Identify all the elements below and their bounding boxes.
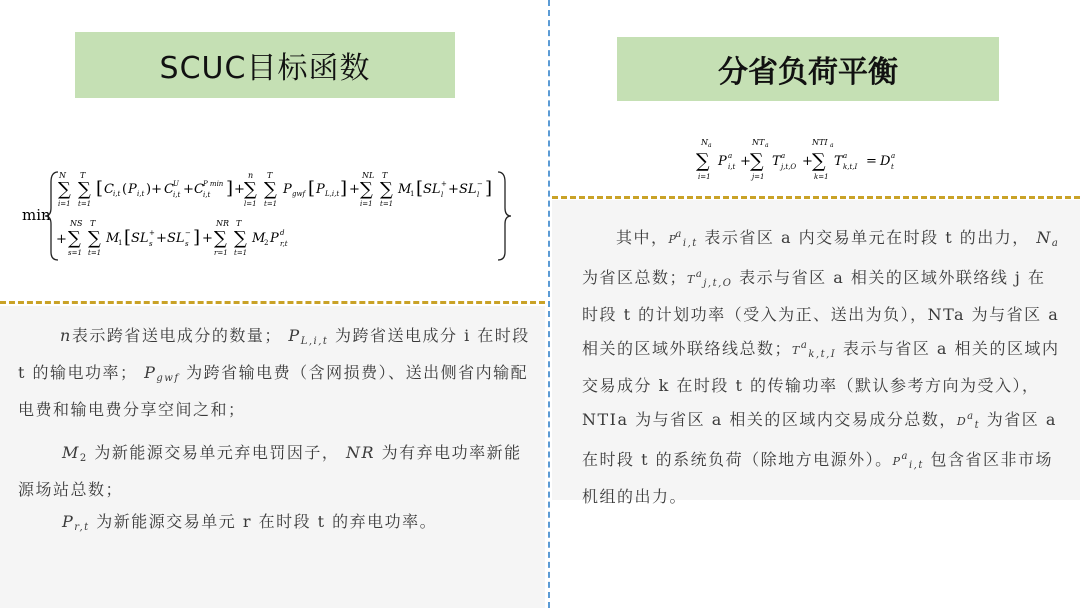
- svg-text:N: N: [701, 138, 708, 147]
- svg-text:i=1: i=1: [698, 173, 711, 181]
- scuc-objective-formula: [18, 160, 538, 270]
- svg-text:t=1: t=1: [88, 249, 102, 257]
- svg-text:s: s: [185, 240, 189, 248]
- svg-text:t=1: t=1: [264, 200, 278, 208]
- svg-text:M: M: [106, 231, 120, 246]
- svg-text:∑: ∑: [264, 179, 277, 200]
- svg-text:∑: ∑: [696, 150, 710, 172]
- right-horizontal-divider: [552, 196, 1080, 199]
- svg-text:∑: ∑: [360, 179, 373, 200]
- svg-text:i=1: i=1: [360, 200, 373, 208]
- svg-text:]: ]: [485, 178, 493, 199]
- min-label: min: [22, 206, 51, 224]
- svg-text:NL: NL: [362, 171, 375, 180]
- svg-text:a: a: [728, 152, 733, 160]
- svg-text:a: a: [765, 142, 769, 149]
- svg-text:2: 2: [264, 239, 269, 247]
- svg-text:i,t: i,t: [728, 163, 736, 171]
- var-nr: NR: [345, 443, 376, 462]
- svg-text:a: a: [891, 152, 896, 160]
- svg-text:i=1: i=1: [58, 200, 71, 208]
- svg-text:+: +: [156, 231, 167, 246]
- svg-text:s=1: s=1: [68, 249, 82, 257]
- right-section-title: 分省负荷平衡: [617, 37, 999, 101]
- svg-text:D: D: [880, 154, 891, 169]
- svg-text:gwf: gwf: [292, 190, 306, 198]
- svg-text:t: t: [891, 163, 894, 171]
- svg-text:[: [: [416, 178, 424, 199]
- vertical-divider: [548, 0, 550, 608]
- svg-text:i,t: i,t: [203, 191, 211, 199]
- svg-text:∑: ∑: [750, 150, 764, 172]
- svg-text:P: P: [316, 182, 325, 197]
- svg-text:SL: SL: [131, 231, 149, 246]
- svg-text:r=1: r=1: [214, 249, 228, 257]
- svg-text:)+: )+: [146, 182, 162, 197]
- svg-text:t=1: t=1: [78, 200, 92, 208]
- svg-text:(: (: [122, 182, 128, 197]
- svg-text:j,t,O: j,t,O: [781, 163, 797, 171]
- svg-text:[: [: [124, 227, 132, 248]
- svg-text:NT: NT: [752, 138, 765, 147]
- svg-text:a: a: [830, 142, 834, 149]
- svg-text:∑: ∑: [88, 228, 101, 249]
- svg-text:]: ]: [193, 227, 201, 248]
- svg-text:d: d: [280, 229, 285, 237]
- svg-text:−: −: [477, 180, 483, 188]
- svg-text:i,t: i,t: [137, 190, 145, 198]
- svg-text:T: T: [382, 171, 388, 180]
- svg-text:i,t: i,t: [173, 191, 181, 199]
- svg-text:s: s: [149, 240, 153, 248]
- svg-text:=: =: [866, 154, 877, 169]
- svg-text:T: T: [267, 171, 273, 180]
- svg-text:1: 1: [118, 239, 123, 247]
- svg-text:+: +: [441, 180, 447, 188]
- left-para-3: $P_{r,t}$ 为新能源交易单元 r 在时段 t 的弃电功率。: [62, 512, 438, 533]
- svg-text:∑: ∑: [234, 228, 247, 249]
- svg-text:U: U: [173, 180, 179, 188]
- left-section-title: SCUC目标函数: [75, 32, 455, 98]
- svg-text:M: M: [398, 182, 412, 197]
- left-horizontal-divider: [0, 301, 545, 304]
- svg-text:n: n: [248, 171, 254, 180]
- svg-text:P: P: [283, 182, 292, 197]
- right-para: 其中，$P^a_{i,t}$ 表示省区 a 内交易单元在时段 t 的出力， $N_a$ 为省区总数；$T^a_{j,t,O}$ 表示与省区 a 相关的区域外联络线 j 在时段 t 的计划功率（受入为正、送出为负），NTa 为与省区 a 相关的区域外联络线总数；$T^a_{k,t,I}$ 表示与省区 a 相关的区域内交易成分 k 在时段 t 的传输功率（默认参考方向为受入），NTIa 为与省区 a 相关的区域内交易成分总数，$D^a_t$ 为省区 a 在时段 t 的系统负荷（除地方电源外）。$P^a_{i,t}$ 包含省区非市场机组的出力。: [582, 228, 1060, 506]
- svg-text:l=1: l=1: [244, 200, 257, 208]
- svg-text:+: +: [448, 182, 459, 197]
- svg-text:]: ]: [226, 178, 234, 199]
- svg-text:SL: SL: [423, 182, 441, 197]
- svg-text:a: a: [781, 152, 786, 160]
- province-balance-formula: [690, 135, 920, 190]
- svg-text:[: [: [308, 178, 316, 199]
- svg-text:+: +: [349, 182, 360, 197]
- svg-text:M: M: [252, 231, 266, 246]
- svg-text:l: l: [477, 191, 480, 199]
- var-p-gwf: P: [144, 363, 157, 382]
- svg-text:j=1: j=1: [752, 173, 765, 181]
- svg-text:∑: ∑: [68, 228, 81, 249]
- left-para-2: $M_2$ 为新能源交易单元弃电罚因子， NR 为有弃电功率新能源场站总数；: [18, 443, 522, 499]
- svg-text:a: a: [708, 142, 712, 149]
- svg-text:+: +: [740, 154, 751, 169]
- svg-text:L,i,t: L,i,t: [325, 190, 340, 198]
- svg-text:NS: NS: [70, 219, 83, 228]
- svg-text:∑: ∑: [78, 179, 91, 200]
- svg-text:C: C: [104, 182, 114, 197]
- svg-text:k=1: k=1: [814, 173, 829, 181]
- var-n: n: [60, 326, 72, 345]
- svg-text:T: T: [772, 154, 781, 169]
- var-p-rt-d: P: [62, 512, 75, 531]
- svg-text:i,t: i,t: [113, 190, 121, 198]
- svg-text:−: −: [185, 229, 191, 237]
- svg-text:P min: P min: [203, 180, 224, 188]
- svg-text:P: P: [128, 182, 137, 197]
- svg-text:∑: ∑: [58, 179, 71, 200]
- svg-text:+: +: [802, 154, 813, 169]
- svg-text:+: +: [234, 182, 245, 197]
- svg-text:P: P: [718, 154, 727, 169]
- svg-text:+: +: [202, 231, 213, 246]
- svg-text:l: l: [441, 191, 444, 199]
- svg-text:1: 1: [410, 190, 415, 198]
- svg-text:k,t,I: k,t,I: [843, 163, 858, 171]
- svg-text:C: C: [164, 182, 174, 197]
- svg-text:SL: SL: [167, 231, 185, 246]
- svg-text:∑: ∑: [812, 150, 826, 172]
- svg-text:P: P: [270, 231, 279, 246]
- svg-text:T: T: [80, 171, 86, 180]
- var-p-lit: P: [288, 326, 301, 345]
- svg-text:SL: SL: [459, 182, 477, 197]
- svg-text:a: a: [843, 152, 848, 160]
- svg-text:T: T: [90, 219, 96, 228]
- svg-text:N: N: [59, 171, 66, 180]
- var-na: N: [1036, 228, 1052, 247]
- svg-text:T: T: [834, 154, 843, 169]
- svg-text:∑: ∑: [380, 179, 393, 200]
- svg-text:∑: ∑: [214, 228, 227, 249]
- svg-text:+: +: [149, 229, 155, 237]
- svg-text:]: ]: [340, 178, 348, 199]
- svg-text:T: T: [236, 219, 242, 228]
- svg-text:NR: NR: [216, 219, 230, 228]
- left-para-1: n表示跨省送电成分的数量； $P_{L,i,t}$ 为跨省送电成分 i 在时段 t 的输电功率； $P_{gwf}$ 为跨省输电费（含网损费）、送出侧省内输配电费和输电费分享空间之和；: [18, 326, 530, 419]
- svg-text:NTI: NTI: [812, 138, 828, 147]
- svg-text:∑: ∑: [244, 179, 257, 200]
- svg-text:t=1: t=1: [380, 200, 394, 208]
- svg-text:r,t: r,t: [280, 240, 288, 248]
- svg-text:+: +: [56, 232, 67, 247]
- svg-text:C: C: [194, 182, 204, 197]
- svg-text:t=1: t=1: [234, 249, 248, 257]
- svg-text:[: [: [96, 178, 104, 199]
- svg-text:+: +: [183, 182, 194, 197]
- var-m2: M: [62, 443, 80, 462]
